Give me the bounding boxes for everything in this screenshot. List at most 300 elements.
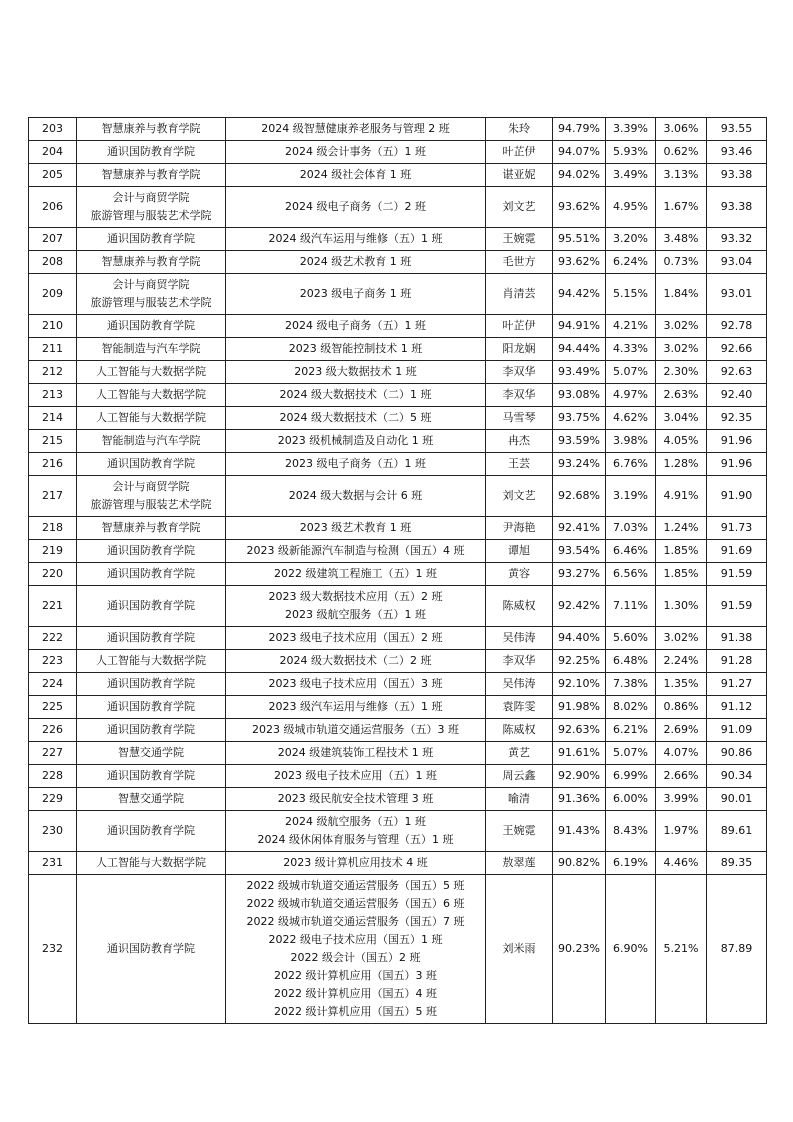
rate-3-cell: 3.02% bbox=[656, 338, 707, 361]
college-cell-line: 通识国防教育学院 bbox=[107, 319, 195, 332]
teacher-cell: 王婉霓 bbox=[486, 228, 553, 251]
score-cell: 93.55 bbox=[707, 118, 767, 141]
rate-2-cell: 3.49% bbox=[606, 164, 656, 187]
score-cell: 93.38 bbox=[707, 164, 767, 187]
rate-3-cell: 1.67% bbox=[656, 187, 707, 228]
teacher-cell: 李双华 bbox=[486, 650, 553, 673]
rate-2-cell: 6.46% bbox=[606, 540, 656, 563]
class-cell-line: 2024 级大数据技术（二）1 班 bbox=[279, 388, 432, 401]
rate-2-cell: 3.39% bbox=[606, 118, 656, 141]
teacher-cell: 陈威权 bbox=[486, 586, 553, 627]
rate-3-cell: 2.24% bbox=[656, 650, 707, 673]
class-cell bbox=[226, 228, 486, 251]
class-cell-line: 2023 级航空服务（五）1 班 bbox=[285, 608, 426, 621]
score-cell: 93.46 bbox=[707, 141, 767, 164]
teacher-cell: 陈威权 bbox=[486, 719, 553, 742]
college-cell-line: 通识国防教育学院 bbox=[107, 700, 195, 713]
college-cell-line: 人工智能与大数据学院 bbox=[96, 388, 206, 401]
rank-number-cell: 220 bbox=[29, 563, 77, 586]
rate-2-cell: 3.98% bbox=[606, 430, 656, 453]
table-row bbox=[29, 540, 767, 563]
table-row bbox=[29, 361, 767, 384]
rate-3-cell: 4.91% bbox=[656, 476, 707, 517]
college-cell-line: 通识国防教育学院 bbox=[107, 232, 195, 245]
college-cell bbox=[77, 430, 226, 453]
rate-1-cell: 92.42% bbox=[553, 586, 606, 627]
class-cell bbox=[226, 361, 486, 384]
rank-number-cell: 225 bbox=[29, 696, 77, 719]
college-cell-line: 人工智能与大数据学院 bbox=[96, 856, 206, 869]
table-row bbox=[29, 788, 767, 811]
rate-2-cell: 7.11% bbox=[606, 586, 656, 627]
class-cell bbox=[226, 251, 486, 274]
teacher-cell: 马雪琴 bbox=[486, 407, 553, 430]
rate-1-cell: 94.02% bbox=[553, 164, 606, 187]
class-cell-line: 2022 级建筑工程施工（五）1 班 bbox=[274, 567, 437, 580]
rate-1-cell: 90.82% bbox=[553, 852, 606, 875]
college-cell-line: 通识国防教育学院 bbox=[107, 544, 195, 557]
class-cell-line: 2023 级计算机应用技术 4 班 bbox=[283, 856, 428, 869]
rate-3-cell: 3.06% bbox=[656, 118, 707, 141]
class-cell bbox=[226, 384, 486, 407]
table-row bbox=[29, 407, 767, 430]
class-cell-line: 2024 级大数据技术（二）5 班 bbox=[279, 411, 432, 424]
rate-3-cell: 1.84% bbox=[656, 274, 707, 315]
class-cell-line: 2023 级电子技术应用（国五）3 班 bbox=[268, 677, 443, 690]
class-cell-line: 2023 级新能源汽车制造与检测（国五）4 班 bbox=[246, 544, 465, 557]
teacher-cell: 王婉霓 bbox=[486, 811, 553, 852]
rank-number-cell: 222 bbox=[29, 627, 77, 650]
rate-1-cell: 92.10% bbox=[553, 673, 606, 696]
ranking-table bbox=[28, 117, 767, 1024]
class-cell bbox=[226, 187, 486, 228]
college-cell-line: 旅游管理与服装艺术学院 bbox=[90, 498, 212, 511]
score-cell: 92.35 bbox=[707, 407, 767, 430]
score-cell: 91.09 bbox=[707, 719, 767, 742]
rate-3-cell: 4.07% bbox=[656, 742, 707, 765]
table-row bbox=[29, 719, 767, 742]
teacher-cell: 冉杰 bbox=[486, 430, 553, 453]
college-cell-line: 通识国防教育学院 bbox=[107, 567, 195, 580]
class-cell-line: 2022 级会计（国五）2 班 bbox=[290, 951, 421, 964]
rank-number-cell: 219 bbox=[29, 540, 77, 563]
score-cell: 90.34 bbox=[707, 765, 767, 788]
score-cell: 91.90 bbox=[707, 476, 767, 517]
rank-number-cell: 214 bbox=[29, 407, 77, 430]
college-cell-line: 智能制造与汽车学院 bbox=[101, 342, 201, 355]
college-cell-line: 人工智能与大数据学院 bbox=[96, 365, 206, 378]
college-cell-line: 智慧康养与教育学院 bbox=[101, 168, 201, 181]
college-cell-line: 会计与商贸学院 bbox=[112, 278, 190, 291]
college-cell-line: 通识国防教育学院 bbox=[107, 457, 195, 470]
college-cell-line: 智慧康养与教育学院 bbox=[101, 122, 201, 135]
table-row bbox=[29, 384, 767, 407]
rate-1-cell: 94.40% bbox=[553, 627, 606, 650]
table-row bbox=[29, 453, 767, 476]
rank-number-cell: 207 bbox=[29, 228, 77, 251]
college-cell-line: 旅游管理与服装艺术学院 bbox=[90, 296, 212, 309]
rate-3-cell: 2.30% bbox=[656, 361, 707, 384]
class-cell bbox=[226, 811, 486, 852]
rank-number-cell: 230 bbox=[29, 811, 77, 852]
college-cell-line: 会计与商贸学院 bbox=[112, 480, 190, 493]
teacher-cell: 王芸 bbox=[486, 453, 553, 476]
rank-number-cell: 224 bbox=[29, 673, 77, 696]
ranking-table-body bbox=[29, 118, 767, 1024]
table-row bbox=[29, 141, 767, 164]
rate-3-cell: 2.63% bbox=[656, 384, 707, 407]
class-cell bbox=[226, 852, 486, 875]
class-cell-line: 2024 级大数据技术（二）2 班 bbox=[279, 654, 432, 667]
class-cell bbox=[226, 540, 486, 563]
college-cell bbox=[77, 563, 226, 586]
score-cell: 91.38 bbox=[707, 627, 767, 650]
teacher-cell: 叶芷伊 bbox=[486, 315, 553, 338]
table-row bbox=[29, 765, 767, 788]
rate-2-cell: 4.33% bbox=[606, 338, 656, 361]
college-cell bbox=[77, 251, 226, 274]
teacher-cell: 敖翠莲 bbox=[486, 852, 553, 875]
teacher-cell: 谭旭 bbox=[486, 540, 553, 563]
rank-number-cell: 232 bbox=[29, 875, 77, 1024]
table-row bbox=[29, 563, 767, 586]
class-cell-line: 2023 级电子商务 1 班 bbox=[299, 287, 412, 300]
table-row bbox=[29, 673, 767, 696]
score-cell: 92.63 bbox=[707, 361, 767, 384]
class-cell-line: 2023 级电子技术应用（五）1 班 bbox=[274, 769, 437, 782]
rate-2-cell: 4.21% bbox=[606, 315, 656, 338]
score-cell: 92.40 bbox=[707, 384, 767, 407]
rate-2-cell: 6.56% bbox=[606, 563, 656, 586]
college-cell bbox=[77, 164, 226, 187]
score-cell: 90.86 bbox=[707, 742, 767, 765]
class-cell-line: 2023 级电子商务（五）1 班 bbox=[285, 457, 426, 470]
teacher-cell: 喻清 bbox=[486, 788, 553, 811]
score-cell: 91.12 bbox=[707, 696, 767, 719]
score-cell: 91.59 bbox=[707, 563, 767, 586]
teacher-cell: 吴伟涛 bbox=[486, 627, 553, 650]
rate-3-cell: 1.30% bbox=[656, 586, 707, 627]
rate-1-cell: 90.23% bbox=[553, 875, 606, 1024]
rate-1-cell: 93.62% bbox=[553, 251, 606, 274]
college-cell-line: 人工智能与大数据学院 bbox=[96, 411, 206, 424]
college-cell bbox=[77, 187, 226, 228]
rank-number-cell: 206 bbox=[29, 187, 77, 228]
rank-number-cell: 217 bbox=[29, 476, 77, 517]
rate-3-cell: 0.86% bbox=[656, 696, 707, 719]
class-cell bbox=[226, 765, 486, 788]
rate-3-cell: 4.46% bbox=[656, 852, 707, 875]
score-cell: 89.35 bbox=[707, 852, 767, 875]
table-row bbox=[29, 274, 767, 315]
rate-2-cell: 6.19% bbox=[606, 852, 656, 875]
rate-3-cell: 4.05% bbox=[656, 430, 707, 453]
teacher-cell: 李双华 bbox=[486, 361, 553, 384]
rate-1-cell: 91.43% bbox=[553, 811, 606, 852]
teacher-cell: 刘米雨 bbox=[486, 875, 553, 1024]
rate-2-cell: 6.99% bbox=[606, 765, 656, 788]
rate-2-cell: 7.38% bbox=[606, 673, 656, 696]
rate-2-cell: 4.95% bbox=[606, 187, 656, 228]
class-cell-line: 2023 级城市轨道交通运营服务（五）3 班 bbox=[252, 723, 459, 736]
rate-2-cell: 6.00% bbox=[606, 788, 656, 811]
rank-number-cell: 231 bbox=[29, 852, 77, 875]
college-cell bbox=[77, 407, 226, 430]
rate-3-cell: 3.04% bbox=[656, 407, 707, 430]
rate-3-cell: 0.62% bbox=[656, 141, 707, 164]
college-cell bbox=[77, 788, 226, 811]
class-cell-line: 2023 级汽车运用与维修（五）1 班 bbox=[268, 700, 443, 713]
class-cell bbox=[226, 430, 486, 453]
rate-2-cell: 6.21% bbox=[606, 719, 656, 742]
class-cell bbox=[226, 563, 486, 586]
rate-2-cell: 5.15% bbox=[606, 274, 656, 315]
college-cell-line: 智慧康养与教育学院 bbox=[101, 255, 201, 268]
class-cell bbox=[226, 164, 486, 187]
college-cell bbox=[77, 274, 226, 315]
rate-2-cell: 6.24% bbox=[606, 251, 656, 274]
class-cell bbox=[226, 315, 486, 338]
table-row bbox=[29, 164, 767, 187]
rate-3-cell: 3.02% bbox=[656, 315, 707, 338]
rate-2-cell: 5.93% bbox=[606, 141, 656, 164]
score-cell: 89.61 bbox=[707, 811, 767, 852]
table-row bbox=[29, 251, 767, 274]
rate-2-cell: 8.43% bbox=[606, 811, 656, 852]
college-cell bbox=[77, 361, 226, 384]
class-cell-line: 2023 级大数据技术 1 班 bbox=[294, 365, 417, 378]
college-cell-line: 通识国防教育学院 bbox=[107, 769, 195, 782]
class-cell-line: 2022 级城市轨道交通运营服务（国五）7 班 bbox=[246, 915, 465, 928]
rate-3-cell: 0.73% bbox=[656, 251, 707, 274]
rank-number-cell: 208 bbox=[29, 251, 77, 274]
college-cell-line: 智慧康养与教育学院 bbox=[101, 521, 201, 534]
score-cell: 87.89 bbox=[707, 875, 767, 1024]
college-cell-line: 通识国防教育学院 bbox=[107, 677, 195, 690]
score-cell: 93.01 bbox=[707, 274, 767, 315]
score-cell: 93.04 bbox=[707, 251, 767, 274]
teacher-cell: 黄艺 bbox=[486, 742, 553, 765]
college-cell bbox=[77, 765, 226, 788]
teacher-cell: 刘文艺 bbox=[486, 476, 553, 517]
class-cell-line: 2024 级智慧健康养老服务与管理 2 班 bbox=[261, 122, 450, 135]
rank-number-cell: 229 bbox=[29, 788, 77, 811]
score-cell: 90.01 bbox=[707, 788, 767, 811]
rate-3-cell: 1.35% bbox=[656, 673, 707, 696]
rate-2-cell: 6.76% bbox=[606, 453, 656, 476]
rate-2-cell: 4.97% bbox=[606, 384, 656, 407]
college-cell bbox=[77, 650, 226, 673]
rate-2-cell: 4.62% bbox=[606, 407, 656, 430]
teacher-cell: 叶芷伊 bbox=[486, 141, 553, 164]
table-row bbox=[29, 228, 767, 251]
rate-2-cell: 8.02% bbox=[606, 696, 656, 719]
college-cell bbox=[77, 476, 226, 517]
college-cell-line: 智慧交通学院 bbox=[118, 746, 184, 759]
teacher-cell: 朱玲 bbox=[486, 118, 553, 141]
table-row bbox=[29, 811, 767, 852]
rank-number-cell: 216 bbox=[29, 453, 77, 476]
college-cell bbox=[77, 742, 226, 765]
rank-number-cell: 204 bbox=[29, 141, 77, 164]
rate-1-cell: 91.36% bbox=[553, 788, 606, 811]
rate-1-cell: 93.24% bbox=[553, 453, 606, 476]
class-cell-line: 2024 级会计事务（五）1 班 bbox=[285, 145, 426, 158]
rank-number-cell: 218 bbox=[29, 517, 77, 540]
table-row bbox=[29, 476, 767, 517]
college-cell bbox=[77, 118, 226, 141]
rank-number-cell: 228 bbox=[29, 765, 77, 788]
college-cell bbox=[77, 384, 226, 407]
score-cell: 93.38 bbox=[707, 187, 767, 228]
class-cell bbox=[226, 875, 486, 1024]
rate-2-cell: 5.60% bbox=[606, 627, 656, 650]
table-row bbox=[29, 875, 767, 1024]
rank-number-cell: 203 bbox=[29, 118, 77, 141]
college-cell-line: 通识国防教育学院 bbox=[107, 824, 195, 837]
rate-3-cell: 5.21% bbox=[656, 875, 707, 1024]
class-cell bbox=[226, 274, 486, 315]
class-cell-line: 2024 级大数据与会计 6 班 bbox=[288, 489, 423, 502]
college-cell-line: 通识国防教育学院 bbox=[107, 723, 195, 736]
class-cell-line: 2022 级计算机应用（国五）5 班 bbox=[274, 1005, 437, 1018]
rank-number-cell: 215 bbox=[29, 430, 77, 453]
teacher-cell: 李双华 bbox=[486, 384, 553, 407]
rate-3-cell: 3.99% bbox=[656, 788, 707, 811]
rate-3-cell: 2.69% bbox=[656, 719, 707, 742]
class-cell-line: 2022 级计算机应用（国五）3 班 bbox=[274, 969, 437, 982]
class-cell bbox=[226, 788, 486, 811]
score-cell: 91.59 bbox=[707, 586, 767, 627]
table-row bbox=[29, 742, 767, 765]
college-cell bbox=[77, 141, 226, 164]
rank-number-cell: 211 bbox=[29, 338, 77, 361]
class-cell-line: 2023 级民航安全技术管理 3 班 bbox=[277, 792, 434, 805]
class-cell bbox=[226, 650, 486, 673]
class-cell-line: 2023 级智能控制技术 1 班 bbox=[288, 342, 423, 355]
class-cell-line: 2024 级航空服务（五）1 班 bbox=[285, 815, 426, 828]
rate-3-cell: 3.13% bbox=[656, 164, 707, 187]
rate-1-cell: 92.25% bbox=[553, 650, 606, 673]
class-cell bbox=[226, 673, 486, 696]
rate-1-cell: 94.42% bbox=[553, 274, 606, 315]
rank-number-cell: 227 bbox=[29, 742, 77, 765]
table-row bbox=[29, 650, 767, 673]
college-cell-line: 会计与商贸学院 bbox=[112, 191, 190, 204]
teacher-cell: 刘文艺 bbox=[486, 187, 553, 228]
class-cell-line: 2022 级城市轨道交通运营服务（国五）6 班 bbox=[246, 897, 465, 910]
college-cell-line: 通识国防教育学院 bbox=[107, 631, 195, 644]
rate-2-cell: 6.48% bbox=[606, 650, 656, 673]
college-cell bbox=[77, 696, 226, 719]
class-cell-line: 2024 级休闲体育服务与管理（五）1 班 bbox=[257, 833, 454, 846]
rate-1-cell: 91.98% bbox=[553, 696, 606, 719]
class-cell bbox=[226, 627, 486, 650]
rate-2-cell: 5.07% bbox=[606, 742, 656, 765]
rate-1-cell: 94.44% bbox=[553, 338, 606, 361]
rate-1-cell: 95.51% bbox=[553, 228, 606, 251]
college-cell bbox=[77, 719, 226, 742]
college-cell-line: 通识国防教育学院 bbox=[107, 145, 195, 158]
rate-1-cell: 94.07% bbox=[553, 141, 606, 164]
rate-1-cell: 93.08% bbox=[553, 384, 606, 407]
college-cell bbox=[77, 338, 226, 361]
rate-1-cell: 93.62% bbox=[553, 187, 606, 228]
table-row bbox=[29, 586, 767, 627]
rate-1-cell: 94.91% bbox=[553, 315, 606, 338]
score-cell: 91.73 bbox=[707, 517, 767, 540]
rate-1-cell: 91.61% bbox=[553, 742, 606, 765]
teacher-cell: 周云鑫 bbox=[486, 765, 553, 788]
rate-1-cell: 94.79% bbox=[553, 118, 606, 141]
rate-1-cell: 92.63% bbox=[553, 719, 606, 742]
rate-2-cell: 3.19% bbox=[606, 476, 656, 517]
rate-1-cell: 93.54% bbox=[553, 540, 606, 563]
rate-1-cell: 92.41% bbox=[553, 517, 606, 540]
table-row bbox=[29, 852, 767, 875]
class-cell bbox=[226, 517, 486, 540]
table-row bbox=[29, 315, 767, 338]
class-cell bbox=[226, 407, 486, 430]
table-row bbox=[29, 517, 767, 540]
teacher-cell: 吴伟涛 bbox=[486, 673, 553, 696]
rank-number-cell: 223 bbox=[29, 650, 77, 673]
college-cell-line: 通识国防教育学院 bbox=[107, 599, 195, 612]
college-cell-line: 通识国防教育学院 bbox=[107, 942, 195, 955]
college-cell-line: 智能制造与汽车学院 bbox=[101, 434, 201, 447]
rate-1-cell: 92.68% bbox=[553, 476, 606, 517]
class-cell-line: 2023 级电子技术应用（国五）2 班 bbox=[268, 631, 443, 644]
score-cell: 91.96 bbox=[707, 453, 767, 476]
college-cell-line: 智慧交通学院 bbox=[118, 792, 184, 805]
score-cell: 92.66 bbox=[707, 338, 767, 361]
rate-3-cell: 1.85% bbox=[656, 563, 707, 586]
college-cell-line: 旅游管理与服装艺术学院 bbox=[90, 209, 212, 222]
class-cell-line: 2024 级社会体育 1 班 bbox=[299, 168, 412, 181]
rate-3-cell: 1.28% bbox=[656, 453, 707, 476]
score-cell: 92.78 bbox=[707, 315, 767, 338]
table-row bbox=[29, 696, 767, 719]
teacher-cell: 黄容 bbox=[486, 563, 553, 586]
teacher-cell: 谌亚妮 bbox=[486, 164, 553, 187]
college-cell bbox=[77, 875, 226, 1024]
class-cell bbox=[226, 141, 486, 164]
class-cell-line: 2024 级电子商务（五）1 班 bbox=[285, 319, 426, 332]
rate-1-cell: 93.59% bbox=[553, 430, 606, 453]
table-row bbox=[29, 338, 767, 361]
class-cell-line: 2023 级大数据技术应用（五）2 班 bbox=[268, 590, 443, 603]
class-cell bbox=[226, 742, 486, 765]
rank-number-cell: 212 bbox=[29, 361, 77, 384]
teacher-cell: 袁阵雯 bbox=[486, 696, 553, 719]
class-cell bbox=[226, 696, 486, 719]
table-row bbox=[29, 118, 767, 141]
college-cell bbox=[77, 852, 226, 875]
rate-2-cell: 6.90% bbox=[606, 875, 656, 1024]
rate-3-cell: 2.66% bbox=[656, 765, 707, 788]
rank-number-cell: 226 bbox=[29, 719, 77, 742]
teacher-cell: 阳龙娴 bbox=[486, 338, 553, 361]
score-cell: 91.27 bbox=[707, 673, 767, 696]
class-cell-line: 2024 级汽车运用与维修（五）1 班 bbox=[268, 232, 443, 245]
rate-2-cell: 5.07% bbox=[606, 361, 656, 384]
rate-3-cell: 3.48% bbox=[656, 228, 707, 251]
college-cell bbox=[77, 586, 226, 627]
rank-number-cell: 221 bbox=[29, 586, 77, 627]
teacher-cell: 尹海艳 bbox=[486, 517, 553, 540]
rank-number-cell: 209 bbox=[29, 274, 77, 315]
rate-3-cell: 1.85% bbox=[656, 540, 707, 563]
